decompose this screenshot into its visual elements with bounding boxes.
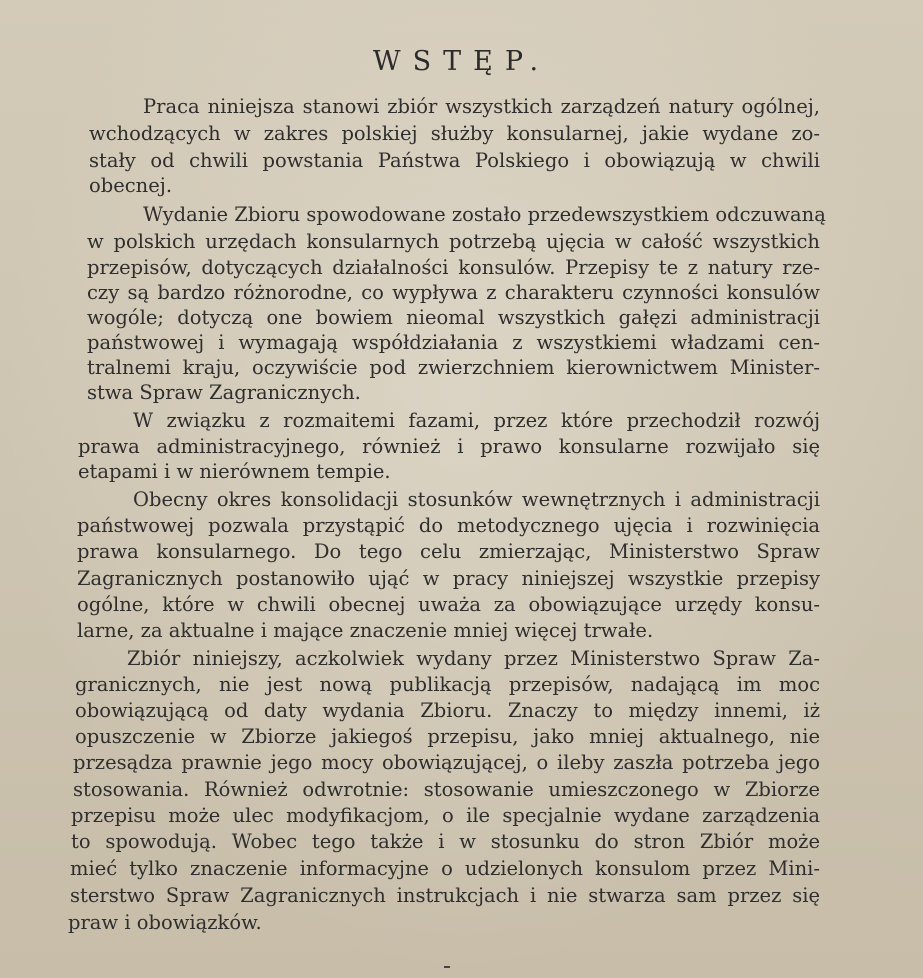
text-line: wchodzących w zakres polskiej służby konsularnej, jakie wydane zo- xyxy=(89,122,820,145)
text-line: Praca niniejsza stanowi zbiór wszystkich zarządzeń natury ogólnej, xyxy=(143,95,820,118)
text-line: Zagranicznych postanowiło ująć w pracy niniejszej wszystkie przepisy xyxy=(77,567,820,590)
text-line: etapami i w nierównem tempie. xyxy=(78,460,391,483)
text-line: czy są bardzo różnorodne, co wypływa z charakteru czynności konsulów xyxy=(87,281,820,304)
text-line: wogóle; dotyczą one bowiem nieomal wszystkich gałęzi administracji xyxy=(87,306,820,329)
text-line: Obecny okres konsolidacji stosunków wewnętrznych i administracji xyxy=(133,488,820,511)
text-line: obowiązującą od daty wydania Zbioru. Znaczy to między innemi, iż xyxy=(75,699,820,722)
text-line: tralnemi kraju, oczywiście pod zwierzchniem kierownictwem Minister- xyxy=(87,356,820,379)
text-line: Zbiór niniejszy, aczkolwiek wydany przez Ministerstwo Spraw Za- xyxy=(127,647,820,670)
text-line: to spowodują. Wobec tego także i w stosunku do stron Zbiór może xyxy=(71,830,820,853)
text-line: ogólne, które w chwili obecnej uważa za obowiązujące urzędy konsu- xyxy=(77,593,820,616)
text-line: stosowania. Również odwrotnie: stosowanie umieszczonego w Zbiorze xyxy=(73,778,820,801)
text-line: mieć tylko znaczenie informacyjne o udzielonych konsulom przez Mini- xyxy=(70,857,820,880)
text-line: przepisów, dotyczących działalności konsulów. Przepisy te z natury rze- xyxy=(87,256,820,279)
text-line: stały od chwili powstania Państwa Polskiego i obowiązują w chwili xyxy=(89,149,820,172)
text-line: stwa Spraw Zagranicznych. xyxy=(87,381,361,404)
text-line: przesądza prawnie jego mocy obowiązującej, o ileby zaszła potrzeba jego xyxy=(73,751,820,774)
page-mark xyxy=(444,966,450,978)
text-line: państwowej pozwala przystąpić do metodycznego ujęcia i rozwinięcia xyxy=(77,514,820,537)
text-line: przepisu może ulec modyfikacjom, o ile specjalnie wydane zarządzenia xyxy=(71,804,820,827)
text-line: sterstwo Spraw Zagranicznych instrukcjach i nie stwarza sam przez się xyxy=(70,884,820,907)
text-line: opuszczenie w Zbiorze jakiegoś przepisu, jako mniej aktualnego, nie xyxy=(75,725,820,748)
text-line: obecnej. xyxy=(89,174,173,197)
text-line: praw i obowiązków. xyxy=(68,911,262,934)
text-line: prawa konsularnego. Do tego celu zmierzając, Ministerstwo Spraw xyxy=(77,540,820,563)
text-line: W związku z rozmaitemi fazami, przez które przechodził rozwój xyxy=(133,409,820,432)
text-line: larne, za aktualne i mające znaczenie mniej więcej trwałe. xyxy=(77,619,654,642)
text-line: prawa administracyjnego, również i prawo konsularne rozwijało się xyxy=(78,435,820,458)
text-line: Wydanie Zbioru spowodowane zostało przedewszystkiem odczuwaną xyxy=(143,203,826,226)
text-line: granicznych, nie jest nową publikacją przepisów, nadającą im moc xyxy=(75,673,820,696)
text-line: w polskich urzędach konsularnych potrzebą ujęcia w całość wszystkich xyxy=(87,230,820,253)
text-line: państwowej i wymagają współdziałania z wszystkiemi władzami cen- xyxy=(87,331,820,354)
page-title: WSTĘP. xyxy=(372,46,551,77)
